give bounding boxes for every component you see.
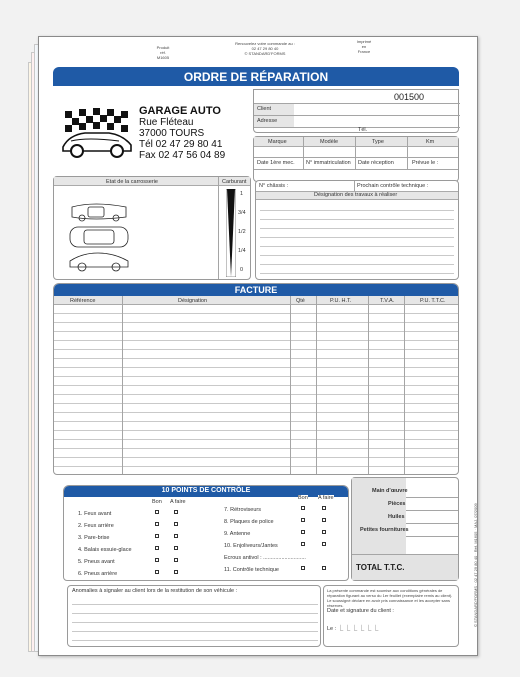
garage-tel: Tél 02 47 29 80 41 [139,139,223,150]
fuel-gauge-wedge [226,189,236,277]
adresse-label: Adresse [257,118,278,124]
controle-box [63,485,349,581]
signature-date[interactable]: Le : ⎿ ⎿ ⎿ ⎿ ⎿ ⎿ [327,626,379,632]
point-8: 8. Plaques de police [224,519,274,525]
checkbox-5-bon[interactable] [155,558,159,562]
page-title: ORDRE DE RÉPARATION [183,70,329,84]
car-diagram-icon[interactable] [64,201,134,273]
checkbox-7-afaire[interactable] [322,506,326,510]
col-tva: T.V.A. [380,298,395,304]
travaux-lines[interactable] [260,202,454,278]
facture-box [53,283,459,475]
client-label: Client [257,106,272,112]
controle-title: 10 POINTS DE CONTRÔLE [161,487,251,494]
checkbox-2-bon[interactable] [155,522,159,526]
point-1: 1. Feux avant [78,511,112,517]
point-3: 3. Pare-brise [78,535,110,541]
fuel-level-1-2: 1/2 [238,229,246,235]
pieces-label: Pièces [388,501,406,507]
client-number: 001500 [394,92,425,102]
garage-fax: Fax 02 47 56 04 89 [139,150,226,161]
date-mec-label: Date 1ère mec. [257,160,295,166]
col-qte: Qté [296,298,305,304]
col-pu-ttc: P.U. T.T.C. [420,298,446,304]
col-pu-ht: P.U. H.T. [330,298,352,304]
anomalies-lines[interactable] [72,596,318,644]
client-box [253,89,459,133]
fuel-level-1: 1 [240,191,244,197]
checkbox-1-bon[interactable] [155,510,159,514]
header-note-center: Renouvelez votre commande au : 02 47 29 80 40 © STANDARD'FORMS [235,41,295,56]
garage-info [139,105,225,161]
conditions-text-2: Le soussigné déclare en avoir pris connaissance et les accepter sans réserves. [327,598,450,608]
point-7: 7. Rétroviseurs [224,507,261,513]
modele-label: Modèle [320,139,339,145]
checkbox-6-bon[interactable] [155,570,159,574]
checkbox-8-bon[interactable] [301,518,305,522]
checkbox-4-afaire[interactable] [174,546,178,550]
garage-city: 37000 TOURS [139,128,205,139]
travaux-title: Désignation des travaux à réaliser [314,192,398,198]
checkbox-10-afaire[interactable] [322,542,326,546]
fuel-level-3-4: 3/4 [238,210,246,216]
carrosserie-title: Etat de la carrosserie [106,179,158,185]
checkbox-11-bon[interactable] [301,566,305,570]
bon-label-left: Bon [152,499,162,505]
garage-street: Rue Fléteau [139,117,194,128]
bon-label-right: Bon [298,495,308,501]
point-9: 9. Antenne [224,531,251,537]
km-label: Km [426,139,435,145]
repair-order-sheet [38,36,478,656]
checkbox-10-bon[interactable] [301,542,305,546]
date-reception-label: Date réception [358,160,394,166]
carrosserie-box [53,176,251,280]
controle-technique-label: Prochain contrôle technique : [357,183,429,189]
signature-label: Date et signature du client : [327,608,394,614]
fournitures-label: Petites fournitures [360,527,409,533]
checkbox-3-bon[interactable] [155,534,159,538]
fuel-level-0: 0 [240,267,244,273]
ecrous-antivol: Ecrous antivol : ............................ [224,555,306,561]
marque-label: Marque [268,139,287,145]
travaux-box [255,180,459,280]
point-2: 2. Feux arrière [78,523,114,529]
checkbox-1-afaire[interactable] [174,510,178,514]
prevue-label: Prévue le : [412,160,439,166]
col-reference: Référence [70,298,96,304]
checkbox-7-bon[interactable] [301,506,305,510]
conditions-box [323,585,459,647]
point-4: 4. Balais essuie-glace [78,547,132,553]
checkbox-11-afaire[interactable] [322,566,326,570]
immat-label: N° immatriculation [306,160,351,166]
side-copyright: © STANDARD'FORMS · 02 47 29 80 40 · Réf. M1605 · MAJ. 07/2009 [473,503,478,627]
tel-label: Tél. [358,127,368,133]
totaux-box [351,477,459,581]
checkbox-6-afaire[interactable] [174,570,178,574]
checkbox-8-afaire[interactable] [322,518,326,522]
col-designation: Désignation [178,298,208,304]
carburant-title: Carburant [222,179,247,185]
checkbox-2-afaire[interactable] [174,522,178,526]
facture-title: FACTURE [234,285,278,295]
header-note-left: Produit réf. M1605 [156,45,170,60]
huiles-label: Huiles [388,514,405,520]
fuel-level-1-4: 1/4 [238,248,246,254]
checkbox-3-afaire[interactable] [174,534,178,538]
checkbox-9-bon[interactable] [301,530,305,534]
chassis-label: N° châssis : [259,183,289,189]
point-6: 6. Pneus arrière [78,571,118,577]
afaire-label-left: A faire [170,499,186,505]
afaire-label-right: A faire [318,495,334,501]
checkbox-5-afaire[interactable] [174,558,178,562]
main-oeuvre-label: Main d'œuvre [372,488,408,494]
facture-lines[interactable] [54,305,458,473]
total-ttc-label: TOTAL T.T.C. [356,563,405,572]
point-10: 10. Enjoliveurs/Jantes [224,543,278,549]
facture-header-row [54,296,458,305]
point-11: 11. Contrôle technique [224,567,279,573]
type-label: Type [372,139,384,145]
point-5: 5. Pneus avant [78,559,115,565]
conditions-text-1: La présente commande est soumise aux conditions générales de réparation figurant au verso du 1er feuillet (exemplaire remis au client). [327,588,453,598]
vehicle-box [253,136,459,182]
checkbox-9-afaire[interactable] [322,530,326,534]
checkbox-4-bon[interactable] [155,546,159,550]
garage-name: GARAGE AUTO [139,105,221,117]
anomalies-label: Anomalies à signaler au client lors de la restitution de son véhicule : [72,588,238,594]
checkered-flag-car-logo [57,101,137,165]
anomalies-box [67,585,321,647]
header-note-right: Imprimé en France [356,39,372,54]
